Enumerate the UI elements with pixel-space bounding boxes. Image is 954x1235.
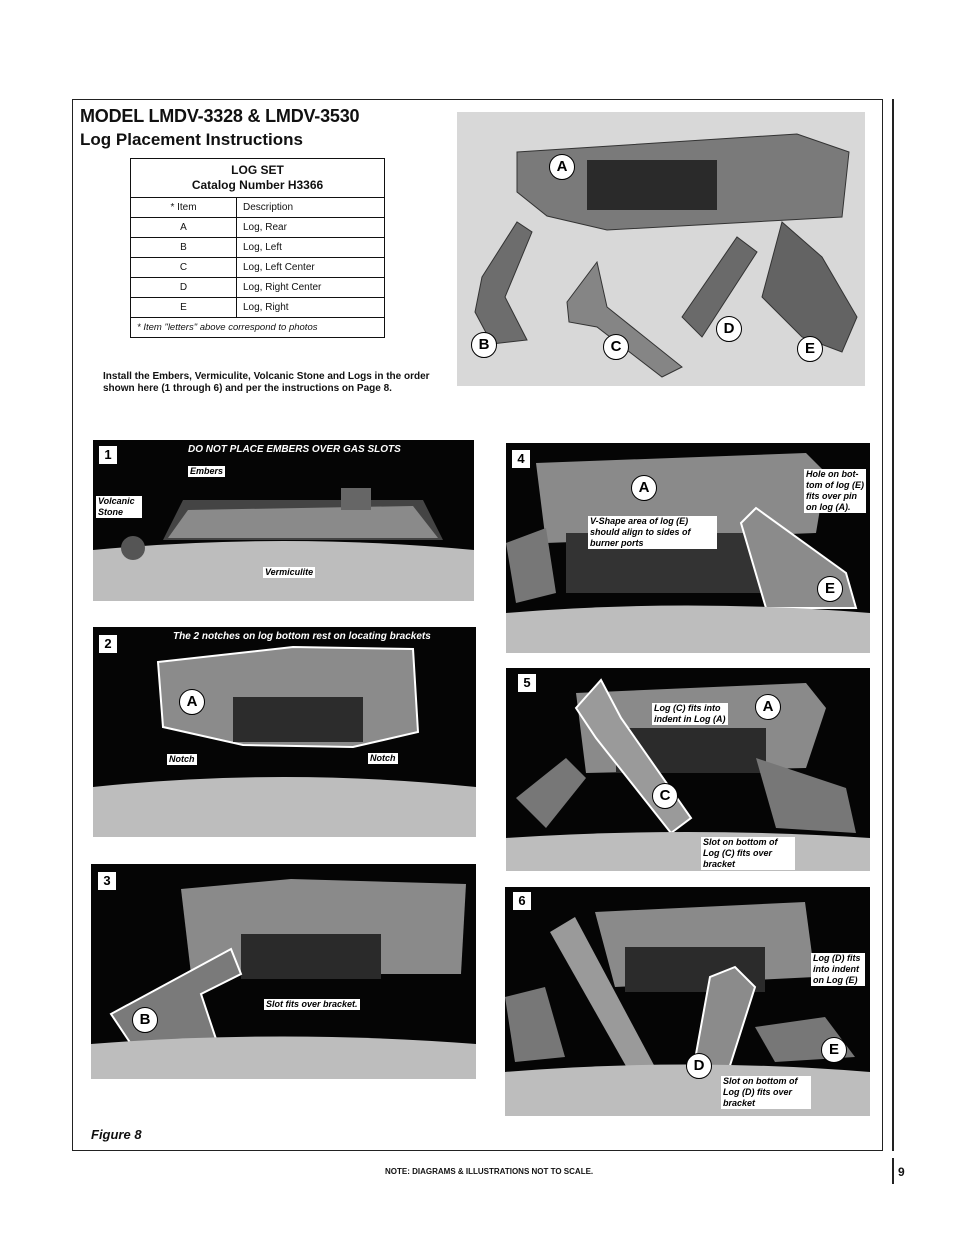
- step-4-letter-a: A: [631, 475, 657, 501]
- item-cell: A: [131, 218, 237, 238]
- step-1-photo: [93, 440, 474, 601]
- step-3-letter-b: B: [132, 1007, 158, 1033]
- step-6-letter-e: E: [821, 1037, 847, 1063]
- table-heading-title: LOG SET: [231, 163, 284, 177]
- log-set-table: [130, 158, 385, 338]
- step-4-number: 4: [512, 450, 530, 468]
- step-4-photo: [506, 443, 870, 653]
- table-row: [131, 218, 385, 238]
- table-row: [131, 258, 385, 278]
- col-header-item: * Item: [131, 198, 237, 218]
- step-6-photo: [505, 887, 870, 1116]
- page-number-rule: [892, 1158, 894, 1184]
- step-5-number: 5: [518, 674, 536, 692]
- step-3-drawing: [91, 864, 476, 1079]
- table-row: [131, 278, 385, 298]
- label-indent-a: Log (C) fits into indent in Log (A): [652, 703, 728, 725]
- page-subtitle: Log Placement Instructions: [80, 130, 303, 149]
- step-6-drawing: [505, 887, 870, 1116]
- photo-label-c: C: [603, 334, 629, 360]
- label-notch-left: Notch: [169, 754, 195, 764]
- step-5-letter-c: C: [652, 783, 678, 809]
- desc-cell: Log, Right: [237, 298, 385, 318]
- right-rule: [892, 99, 894, 1151]
- desc-cell: Log, Rear: [237, 218, 385, 238]
- item-cell: B: [131, 238, 237, 258]
- label-embers: Embers: [190, 466, 224, 476]
- label-slot-bracket: Slot fits over bracket.: [266, 999, 358, 1009]
- page-number: 9: [898, 1165, 905, 1179]
- step-1-caption: DO NOT PLACE EMBERS OVER GAS SLOTS: [188, 444, 401, 455]
- desc-cell: Log, Left Center: [237, 258, 385, 278]
- table-row: [131, 298, 385, 318]
- step-2-drawing: [93, 627, 476, 837]
- label-slot-d: Slot on bottom of Log (D) fits over bracket: [721, 1076, 811, 1109]
- step-3-number: 3: [98, 872, 116, 890]
- desc-cell: Log, Right Center: [237, 278, 385, 298]
- photo-label-e: E: [797, 336, 823, 362]
- step-6-number: 6: [513, 892, 531, 910]
- install-instructions: Install the Embers, Vermiculite, Volcanic Stone and Logs in the order shown here (1 through 6) and per the instructions on Page 8.: [103, 371, 430, 394]
- table-heading: [131, 159, 385, 198]
- label-notch-right: Notch: [370, 753, 396, 763]
- step-2-number: 2: [99, 635, 117, 653]
- step-3-photo: [91, 864, 476, 1079]
- step-6-letter-d: D: [686, 1053, 712, 1079]
- table-note: * Item "letters" above correspond to photos: [131, 318, 385, 338]
- step-1-number: 1: [99, 446, 117, 464]
- table-heading-catalog: Catalog Number H3366: [191, 178, 324, 192]
- photo-label-a: A: [549, 154, 575, 180]
- label-vermiculite: Vermiculite: [265, 567, 314, 577]
- step-5-letter-a: A: [755, 694, 781, 720]
- item-cell: D: [131, 278, 237, 298]
- step-5-photo: [506, 668, 870, 871]
- item-cell: C: [131, 258, 237, 278]
- step-4-letter-e: E: [817, 576, 843, 602]
- log-set-photo: [457, 112, 865, 386]
- photo-label-b: B: [471, 332, 497, 358]
- col-header-description: Description: [237, 198, 385, 218]
- label-v-shape: V-Shape area of log (E) should align to sides of burner ports: [588, 516, 717, 549]
- page-title: MODEL LMDV-3328 & LMDV-3530: [80, 106, 360, 126]
- scale-note: NOTE: DIAGRAMS & ILLUSTRATIONS NOT TO SCALE.: [385, 1167, 594, 1176]
- label-hole-pin: Hole on bot- tom of log (E) fits over pin on log (A).: [806, 469, 864, 512]
- step-2-letter-a: A: [179, 689, 205, 715]
- table-row: [131, 238, 385, 258]
- label-volcanic-stone: Volcanic Stone: [96, 496, 142, 518]
- step-2-photo: [93, 627, 476, 837]
- step-2-caption: The 2 notches on log bottom rest on locating brackets: [173, 631, 431, 642]
- desc-cell: Log, Left: [237, 238, 385, 258]
- label-indent-e: Log (D) fits into indent on Log (E): [811, 953, 865, 986]
- photo-label-d: D: [716, 316, 742, 342]
- step-5-drawing: [506, 668, 870, 871]
- label-slot-c: Slot on bottom of Log (C) fits over bracket: [701, 837, 795, 870]
- figure-label: Figure 8: [91, 1127, 142, 1142]
- item-cell: E: [131, 298, 237, 318]
